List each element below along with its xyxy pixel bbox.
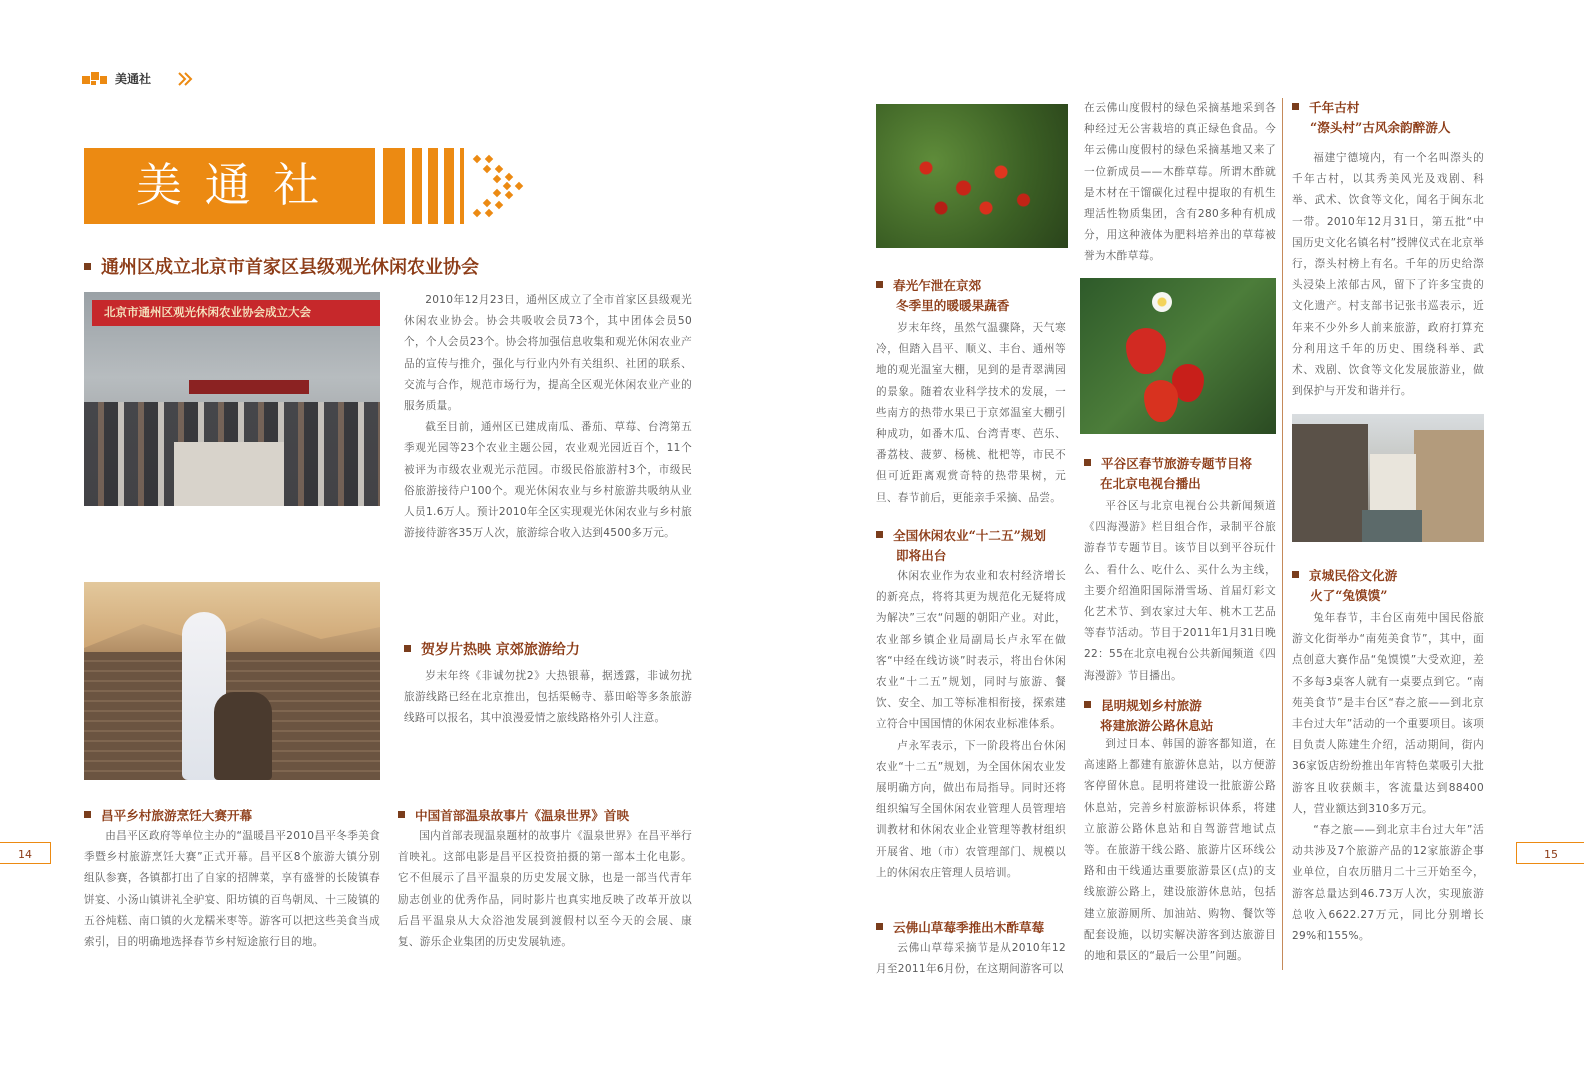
banner-title: 美 通 社 bbox=[136, 158, 324, 212]
title-bullet bbox=[404, 645, 411, 652]
title-bullet bbox=[84, 811, 91, 818]
banner-stripe-5 bbox=[460, 148, 464, 224]
chunguang-body bbox=[876, 318, 1066, 509]
changping-p1: 由昌平区政府等单位主办的“温暖昌平2010昌平冬季美食季暨乡村旅游烹饪大赛”正式开幕。昌平区8个旅游大镇分别组队参赛，各镇都打出了自家的招牌菜，享有盛誉的长陵镇春饼宴、小汤山镇讲礼全驴宴、阳坊镇的百鸟朝凤、十三陵镇的五谷炖糕、南口镇的火龙糯米枣等。游客可以把这些美食当成索引，目的明确地选择春节乡村短途旅行目的地。 bbox=[84, 830, 380, 949]
kunming-title: 昆明规划乡村旅游 将建旅游公路休息站 bbox=[1084, 696, 1280, 736]
qiannian-body bbox=[1292, 148, 1484, 402]
tomato-cluster bbox=[896, 144, 1046, 224]
cherry-tomato-photo bbox=[876, 104, 1068, 248]
village-house-right bbox=[1414, 430, 1484, 542]
banner-diamond-chevrons-icon bbox=[472, 152, 524, 220]
banner-stripe-4 bbox=[444, 148, 454, 224]
header-blocks-icon bbox=[82, 70, 108, 86]
jingcheng-body bbox=[1292, 608, 1484, 947]
qiannian-p1: 福建宁德境内，有一个名叫漈头的千年古村，以其秀美风光及戏剧、科举、武术、饮食等文化，闻名于闽东北一带。2010年12月31日，第五批“中国历史文化名镇名村”授牌仪式在北京举行，漈头村榜上有名。千年的历史给漈头浸染上浓郁古风，留下了许多宝贵的文化遗产。村支部书记张书巡表示，近年来不少外乡人前来旅游，政府打算充分利用这千年的历史、围绕科举、武术、戏剧、饮食等文化发展旅游业，做到保护与开发和谐并行。 bbox=[1292, 152, 1484, 398]
banner-stripe-1 bbox=[383, 148, 405, 224]
wenquan-p1: 国内首部表现温泉题材的故事片《温泉世界》在昌平举行首映礼。这部电影是昌平区投资拍摄的第一部本土化电影。它不但展示了昌平温泉的历史发展文脉，也是一部当代青年励志创业的优秀作品，同时影片也真实地反映了改革开放以后昌平温泉从大众浴池发展到渡假村以至今天的会展、康复、游乐企业集团的历史发展轨迹。 bbox=[398, 830, 692, 949]
running-header bbox=[82, 68, 222, 90]
kunming-p1: 到过日本、韩国的游客都知道，在高速路上都建有旅游休息站，以方便游客停留休息。昆明将建设一批旅游公路休息站，完善乡村旅游标识体系，将建立旅游公路休息站和自驾游营地试点等。在旅游干线公路、旅游片区环线公路和由干线通达重要旅游景区(点)的支线旅游公路上，建设旅游休息站，包括建立旅游厕所、加油站、购物、餐饮等配套设施，以切实解决游客到达旅游目的地和景区的“最后一公里”问题。 bbox=[1084, 738, 1276, 963]
tongzhou-title: 通州区成立北京市首家区县级观光休闲农业协会 bbox=[84, 256, 684, 280]
photo-banner-text: 北京市通州区观光休闲农业协会成立大会 bbox=[104, 305, 311, 319]
section-banner bbox=[84, 148, 524, 224]
photo-floor bbox=[174, 442, 284, 506]
shierwu-title: 全国休闲农业“十二五”规划 即将出台 bbox=[876, 526, 1072, 566]
wenquan-title: 中国首部温泉故事片《温泉世界》首映 bbox=[398, 806, 698, 826]
header-double-chevron-icon bbox=[177, 71, 193, 87]
photo-stage-table bbox=[189, 380, 309, 394]
chunguang-title: 春光乍泄在京郊 冬季里的暖暖果蔬香 bbox=[876, 276, 1066, 316]
banner-stripe-2 bbox=[412, 148, 422, 224]
title-bullet bbox=[1292, 571, 1299, 578]
page-number-left: 14 bbox=[0, 842, 51, 864]
tongzhou-p2: 截至目前，通州区已建成南瓜、番茄、草莓、台湾第五季观光园等23个农业主题公园，农业观光园近百个，11个被评为市级农业观光示范园。市级民俗旅游村3个，市级民俗旅游接待户100个。观光休闲农业与乡村旅游共吸纳从业人员1.6万人。预计2010年全区实现观光休闲农业与乡村旅游接待游客35万人次，旅游综合收入达到4500多万元。 bbox=[404, 421, 692, 540]
title-bullet bbox=[876, 531, 883, 538]
pinggu-title: 平谷区春节旅游专题节目将 在北京电视台播出 bbox=[1084, 454, 1280, 494]
jingcheng-p2: “春之旅——到北京丰台过大年”活动共涉及7个旅游产品的12家旅游企事业单位，自农历腊月二十三开始至今，游客总量达到46.73万人次，实现旅游总收入6622.27万元，同比分别增长29%和155%。 bbox=[1292, 824, 1484, 943]
yunfo-continued bbox=[1084, 98, 1276, 268]
great-wall-photo bbox=[84, 582, 380, 780]
yunfo-p1: 云佛山草莓采摘节是从2010年12月至2011年6月份，在这期间游客可以 bbox=[876, 942, 1066, 976]
tongzhou-meeting-photo bbox=[84, 292, 380, 506]
strawberry-flower bbox=[1152, 292, 1172, 312]
jingcheng-title: 京城民俗文化游 火了“兔馍馍” bbox=[1292, 566, 1492, 606]
hesui-title: 贺岁片热映 京郊旅游给力 bbox=[404, 640, 694, 660]
qiannian-title: 千年古村 “漈头村”古风余韵醉游人 bbox=[1292, 98, 1492, 138]
strawberry-photo bbox=[1080, 278, 1276, 434]
village-house-left bbox=[1292, 424, 1368, 542]
yunfo-body bbox=[876, 938, 1066, 980]
title-bullet bbox=[1292, 103, 1299, 110]
strawberry-3 bbox=[1144, 380, 1178, 422]
kunming-body bbox=[1084, 734, 1276, 967]
banner-stripe-3 bbox=[428, 148, 438, 224]
title-bullet bbox=[1084, 701, 1091, 708]
wenquan-body bbox=[398, 826, 692, 953]
village-stream bbox=[1362, 510, 1422, 542]
changping-title: 昌平乡村旅游烹饪大赛开幕 bbox=[84, 806, 384, 826]
ancient-village-photo bbox=[1292, 414, 1484, 542]
hesui-body bbox=[404, 666, 692, 730]
pinggu-body bbox=[1084, 496, 1276, 687]
title-bullet bbox=[1084, 459, 1091, 466]
page-number-right: 15 bbox=[1516, 842, 1584, 864]
title-bullet bbox=[876, 281, 883, 288]
yunfo-title: 云佛山草莓季推出木酢草莓 bbox=[876, 918, 1072, 938]
title-bullet bbox=[84, 263, 91, 270]
jingcheng-p1: 兔年春节，丰台区南苑中国民俗旅游文化街举办“南苑美食节”，其中，面点创意大赛作品“兔馍馍”大受欢迎，差不多每3桌客人就有一桌要点到它。“南苑美食节”是丰台区“春之旅——到北京丰台过大年”活动的一个重要项目。该项目负责人陈建生介绍，活动期间，街内36家饭店纷纷推出年宵特色菜吸引大批游客且收获颇丰，客流量达到88400人，营业额达到310多万元。 bbox=[1292, 612, 1484, 815]
tongzhou-p1: 2010年12月23日，通州区成立了全市首家区县级观光休闲农业协会。协会共吸收会员73个，其中团体会员50个，个人会员23个。协会将加强信息收集和观光休闲农业产品的宣传与推介，强化与行业内外有关组织、社团的联系、交流与合作，规范市场行为，提高全区观光休闲农业产业的服务质量。 bbox=[404, 294, 692, 413]
column-divider bbox=[1282, 98, 1283, 970]
shierwu-p2: 卢永军表示，下一阶段将出台休闲农业“十二五”规划，为全国休闲农业发展明确方向，做出布局指导。同时还将组织编写全国休闲农业管理人员管理培训教材和休闲农业企业管理等教材组织开展省、地（市）农管理部门、规模以上的休闲农庄管理人员培训。 bbox=[876, 739, 1066, 879]
title-bullet bbox=[398, 811, 405, 818]
shierwu-p1: 休闲农业作为农业和农村经济增长的新亮点，将将其更为规范化无疑将成为解决”三农“问题的朝阳产业。对此，农业部乡镇企业局副局长卢永军在做客“中经在线访谈”时表示，将出台休闲农业“十二五”规划，同时与旅游、餐饮、安全、加工等标准相衔接，探索建立符合中国国情的休闲农业标准体系。 bbox=[876, 570, 1066, 731]
tongzhou-body bbox=[404, 290, 692, 544]
photo-man-figure bbox=[214, 692, 272, 780]
chunguang-p1: 岁末年终，虽然气温骤降，天气寒冷，但踏入昌平、顺义、丰台、通州等地的观光温室大棚，见到的是青翠满园的景象。随着农业科学技术的发展，一些南方的热带水果已于京郊温室大棚引种成功，如番木瓜、台湾青枣、芭乐、番荔枝、菠萝、杨桃、枇杷等，市民不但可近距离观赏奇特的热带果树，元旦、春节前后，更能亲手采摘、品尝。 bbox=[876, 322, 1066, 504]
changping-body bbox=[84, 826, 380, 953]
shierwu-body bbox=[876, 566, 1066, 884]
strawberry-1 bbox=[1126, 328, 1166, 374]
hesui-p1: 岁末年终《非诚勿扰2》大热银幕，据透露，非诚勿扰旅游线路已经在北京推出，包括渠畅寺、慕田峪等多条旅游线路可以报名，其中浪漫爱情之旅线路格外引人注意。 bbox=[404, 670, 692, 725]
yunfo-p1-cont: 在云佛山度假村的绿色采摘基地采到各种经过无公害栽培的真正绿色食品。今年云佛山度假村的绿色采摘基地又来了一位新成员——木酢草莓。所谓木酢就是木材在干馏碳化过程中提取的有机生理活性物质集团，含有280多种有机成分，用这种液体为肥料培养出的草莓被誉为木酢草莓。 bbox=[1084, 102, 1276, 263]
pinggu-p1: 平谷区与北京电视台公共新闻频道《四海漫游》栏目组合作，录制平谷旅游春节专题节目。该节目以到平谷玩什么、看什么、吃什么、买什么为主线，主要介绍渔阳国际滑雪场、首届灯彩文化艺术节、到农家过大年、桃木工艺品等春节活动。节目于2011年1月31日晚22：55在北京电视台公共新闻频道《四海漫游》节目播出。 bbox=[1084, 500, 1276, 682]
title-bullet bbox=[876, 923, 883, 930]
header-label: 美通社 bbox=[115, 72, 152, 86]
village-house-center bbox=[1370, 454, 1416, 514]
